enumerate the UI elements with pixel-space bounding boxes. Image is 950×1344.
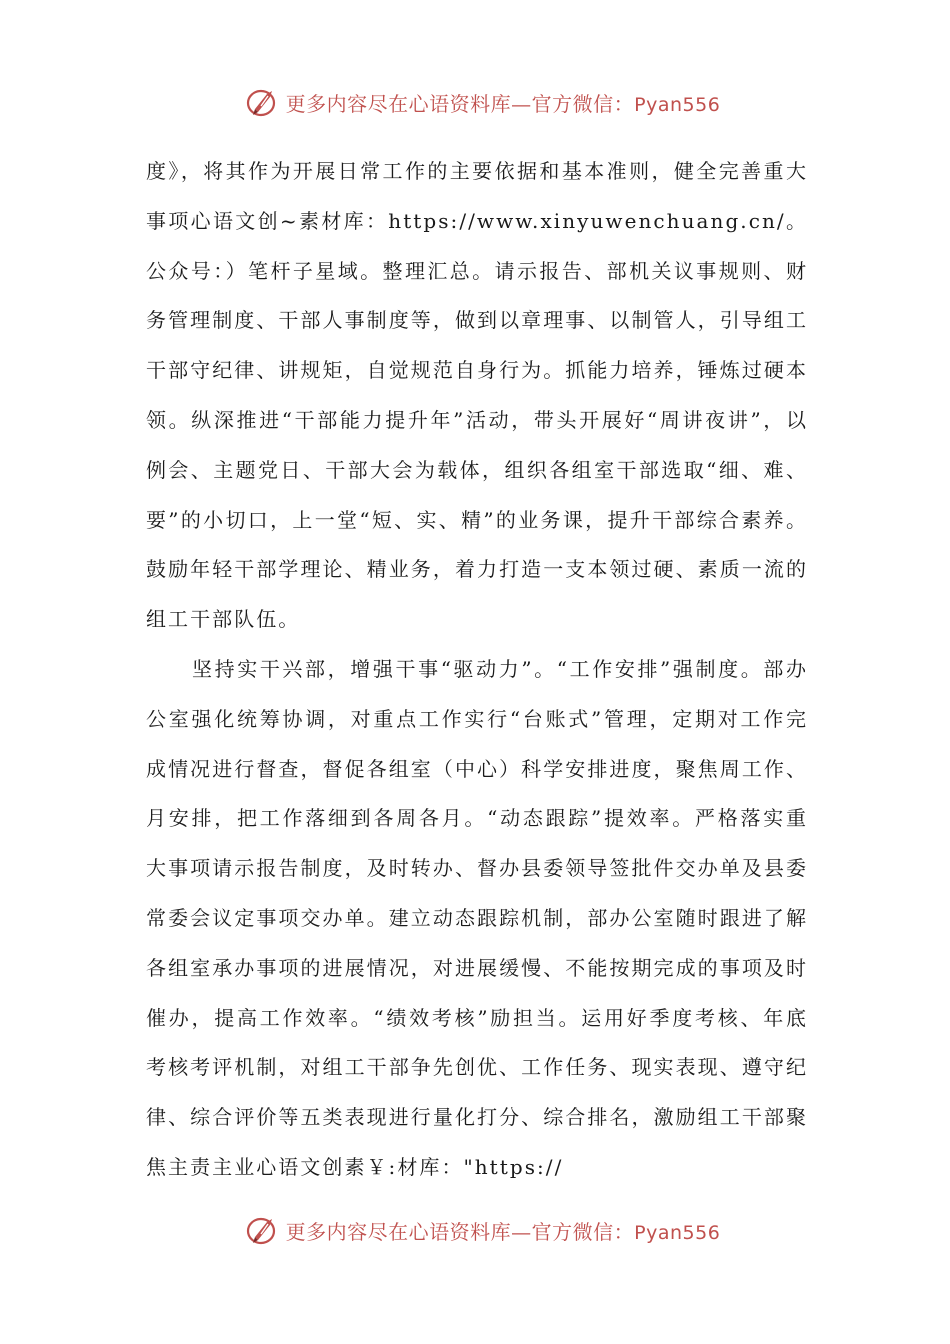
- header-banner: [0, 82, 950, 122]
- paragraph-1: 度》，将其作为开展日常工作的主要依据和基本准则，健全完善重大事项心语文创~素材库：https://www.xinyuwenchuang.cn/。公众号：）笔杆子星域。整理汇总。请示报告、部机关议事规则、财务管理制度、干部人事制度等，做到以章理事、以制管人，引导组工干部守纪律、讲规矩，自觉规范自身行为。抓能力培养，锤炼过硬本领。纵深推进“干部能力提升年”活动，带头开展好“周讲夜讲”，以例会、主题党日、干部大会为载体，组织各组室干部选取“细、难、要”的小切口，上一堂“短、实、精”的业务课，提升干部综合素养。鼓励年轻干部学理论、精业务，着力打造一支本领过硬、素质一流的组工干部队伍。: [146, 159, 808, 632]
- pen-nib-logo-icon: [246, 85, 280, 119]
- pen-nib-logo-icon: [246, 1213, 280, 1247]
- header-banner-text: 更多内容尽在心语资料库—官方微信：Pyan556: [285, 91, 721, 116]
- footer-banner: [0, 1210, 950, 1250]
- footer-wechat-handle: Pyan556: [634, 1221, 721, 1244]
- paragraph-2: 坚持实干兴部，增强干事“驱动力”。“工作安排”强制度。部办公室强化统筹协调，对重点工作实行“台账式”管理，定期对工作完成情况进行督查，督促各组室（中心）科学安排进度，聚焦周工作、月安排，把工作落细到各周各月。“动态跟踪”提效率。严格落实重大事项请示报告制度，及时转办、督办县委领导签批件交办单及县委常委会议定事项交办单。建立动态跟踪机制，部办公室随时跟进了解各组室承办事项的进展情况，对进展缓慢、不能按期完成的事项及时催办，提高工作效率。“绩效考核”励担当。运用好季度考核、年底考核考评机制，对组工干部争先创优、工作任务、现实表现、遵守纪律、综合评价等五类表现进行量化打分、综合排名，激励组工干部聚焦主责主业心语文创素￥:材库："https://: [146, 656, 808, 1179]
- header-wechat-handle: Pyan556: [634, 93, 721, 116]
- footer-banner-text: 更多内容尽在心语资料库—官方微信：Pyan556: [285, 1219, 721, 1244]
- document-body: [146, 147, 808, 1193]
